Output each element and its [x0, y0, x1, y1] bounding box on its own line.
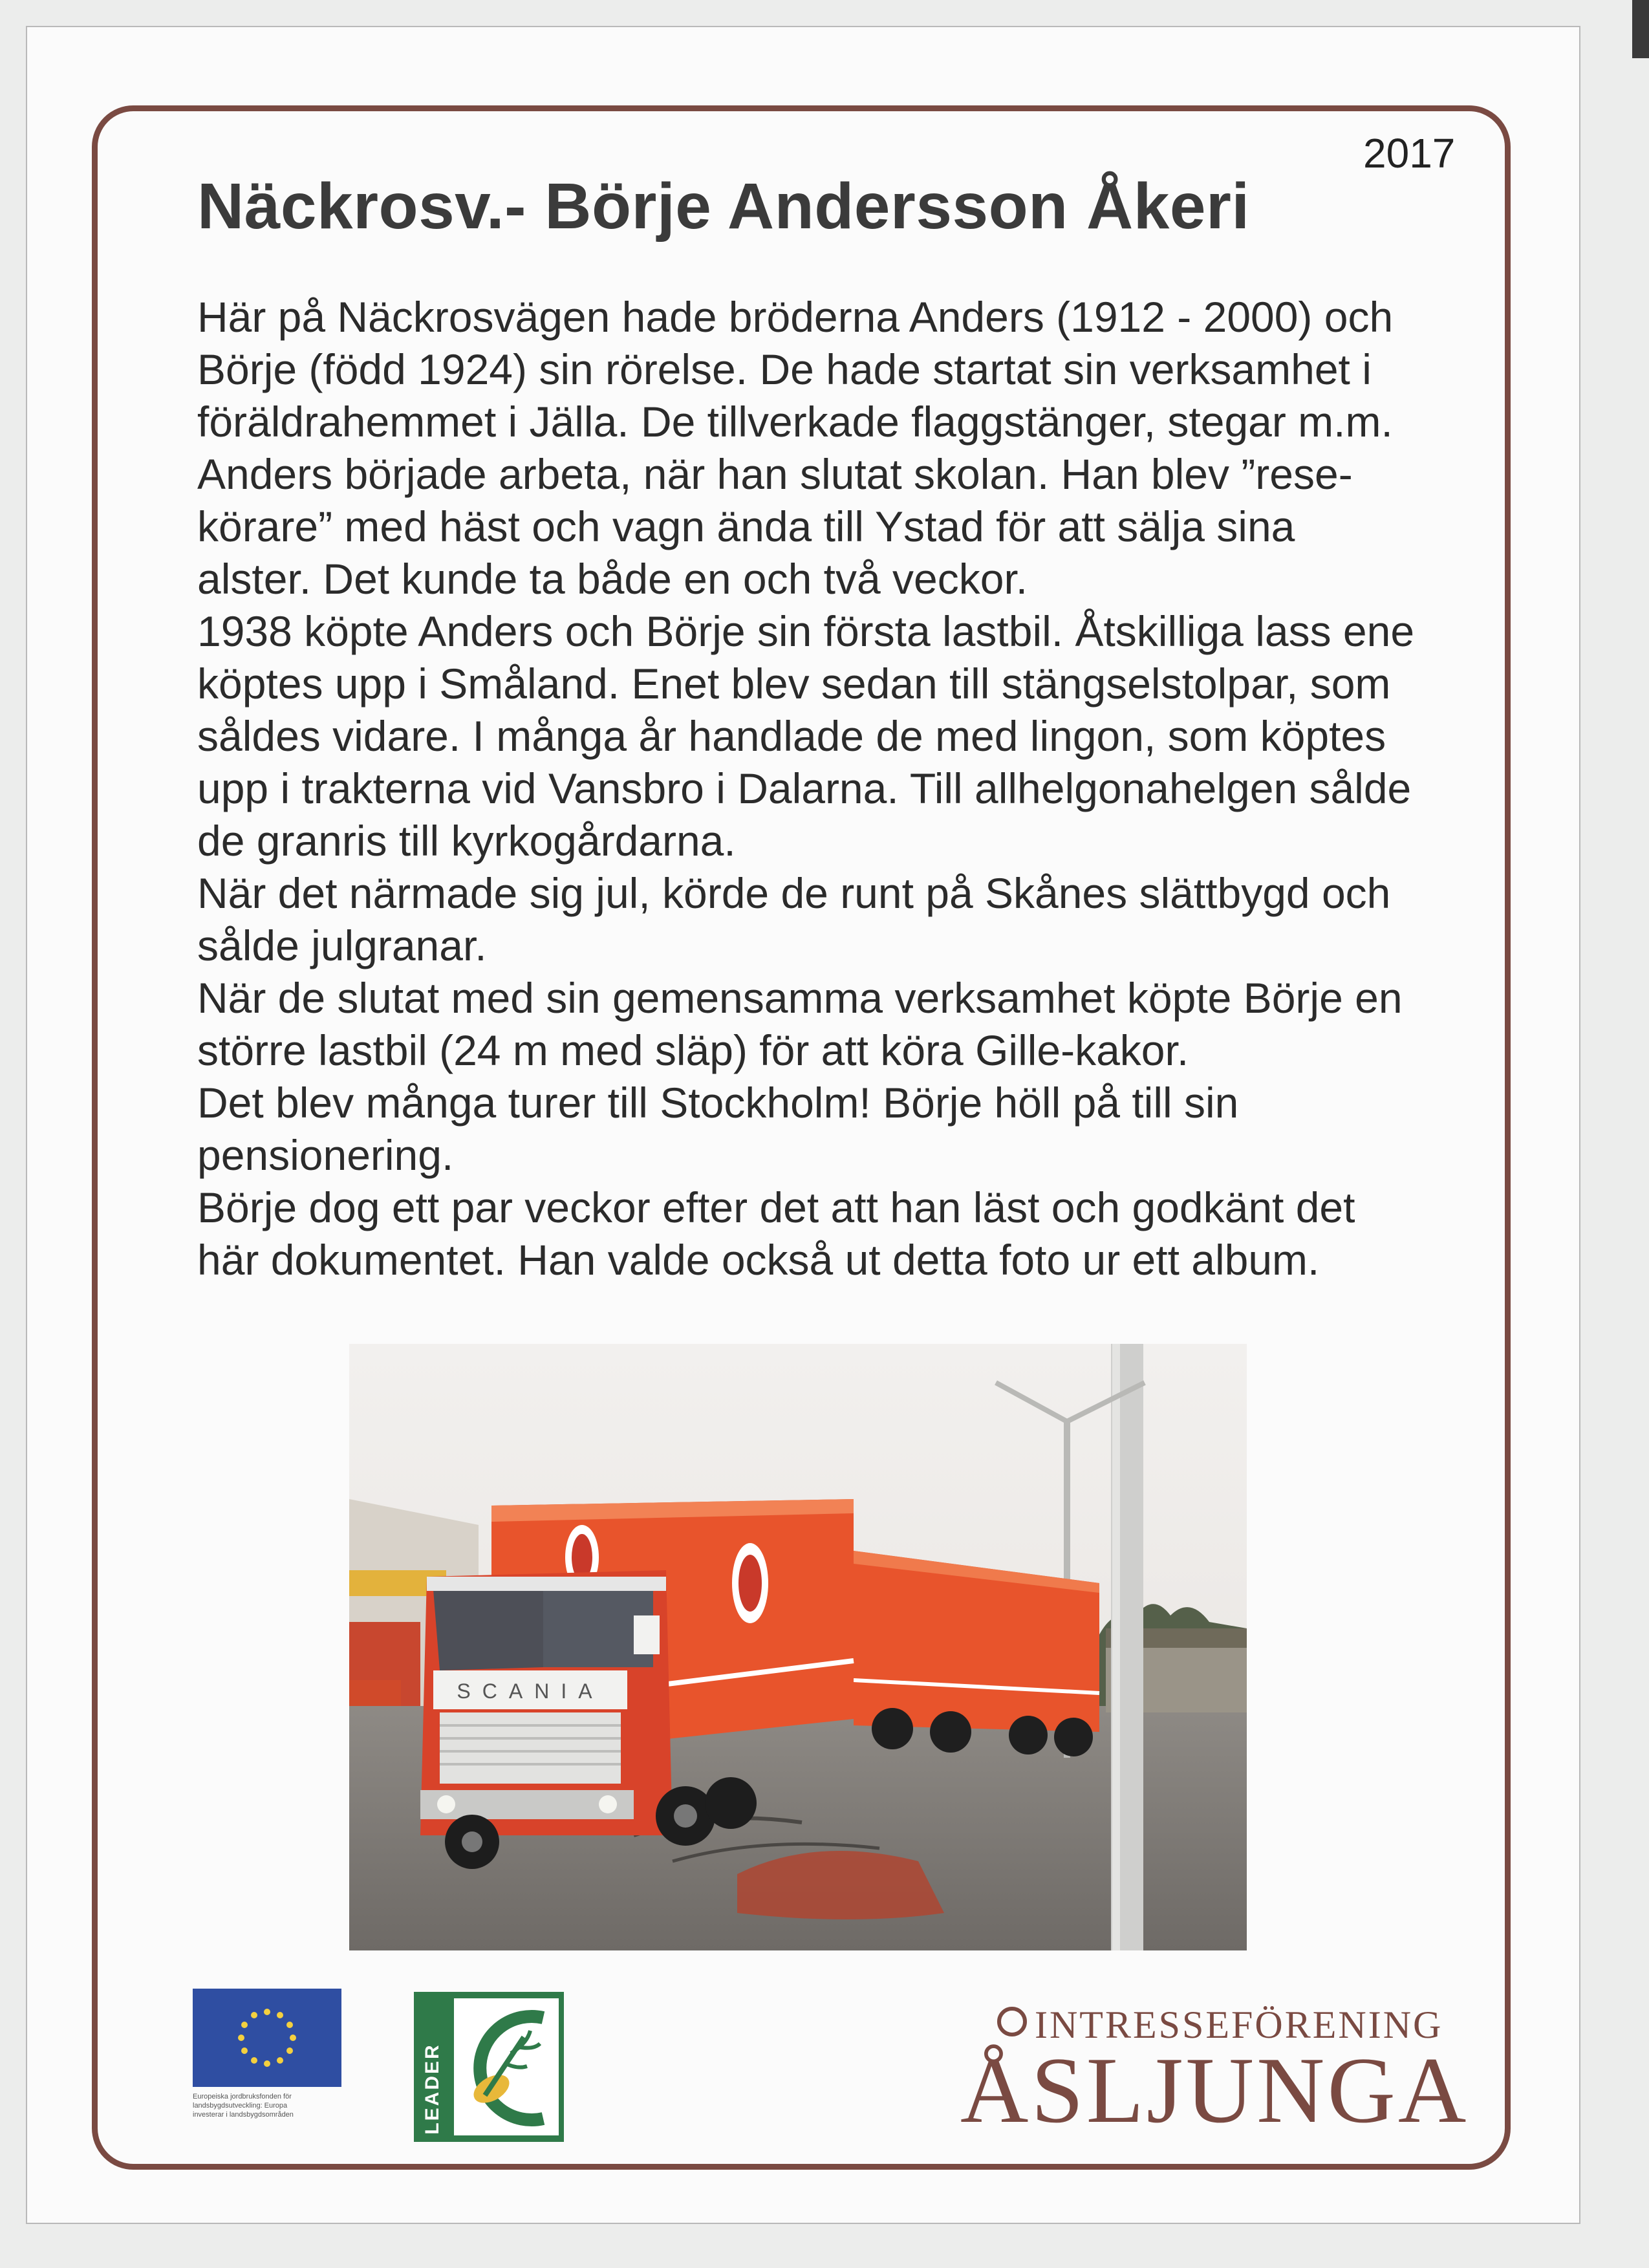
leader-label: LEADER — [422, 2043, 443, 2135]
body-paragraph: När de slutat med sin gemensamma verksamhet köpte Börje en större lastbil (24 m med släp) för att köra Gille-kakor. — [197, 974, 1403, 1074]
body-paragraph: När det närmade sig jul, körde de runt på Skånes slättbygd och sålde julgranar. — [197, 869, 1391, 969]
eu-caption — [193, 2092, 341, 2119]
body-paragraph: Här på Näckrosvägen hade bröderna Anders (1912 - 2000) och Börje (född 1924) sin rörelse. De hade startat sin verksamhet i föräldrahemmet i Jälla. De tillverkade flaggstänger, stegar m.m. — [197, 293, 1394, 446]
truck-cab-lettering: SCANIA — [457, 1679, 604, 1703]
document-body — [197, 291, 1419, 1286]
body-paragraph: Anders började arbeta, när han slutat skolan. Han blev ”resekörare” med häst och vagn ända till Ystad för att sälja sina alster. Det kunde ta både en och två veckor. — [197, 450, 1353, 603]
eu-caption-line: Europeiska jordbruksfonden för — [193, 2093, 292, 2101]
body-paragraph: 1938 köpte Anders och Börje sin första lastbil. Åtskilliga lass ene köptes upp i Småland. Enet blev sedan till stängselstolpar, som såldes vidare. I många år handlade de med lingon, som köptes upp i trakterna vid Vansbro i Dalarna. Till allhelgonahelgen sålde de granris till kyrkogårdarna. — [197, 607, 1415, 865]
brand-subtitle: INTRESSEFÖRENING — [1035, 2003, 1443, 2046]
eu-flag-icon — [193, 1989, 341, 2087]
body-paragraph: Det blev många turer till Stockholm! Börje höll på till sin pensionering. — [197, 1079, 1239, 1179]
eu-caption-line: landsbygdsutveckling: Europa — [193, 2102, 288, 2110]
truck-photo — [349, 1344, 1247, 1950]
body-paragraph: Börje dog ett par veckor efter det att han läst och godkänt det här dokumentet. Han valde också ut detta foto ur ett album. — [197, 1183, 1355, 1284]
truck-photo-illustration — [349, 1344, 1247, 1950]
eu-logo — [193, 1989, 341, 2119]
leader-logo — [414, 1992, 564, 2142]
document-year: 2017 — [1363, 130, 1456, 177]
brand-name: ÅSLJUNGA — [960, 2038, 1469, 2143]
document-title: Näckrosv.- Börje Andersson Åkeri — [197, 170, 1250, 243]
brand-ring-icon — [997, 2007, 1027, 2036]
scan-edge — [1632, 0, 1649, 58]
eu-caption-line: investerar i landsbygdsområden — [193, 2111, 294, 2119]
